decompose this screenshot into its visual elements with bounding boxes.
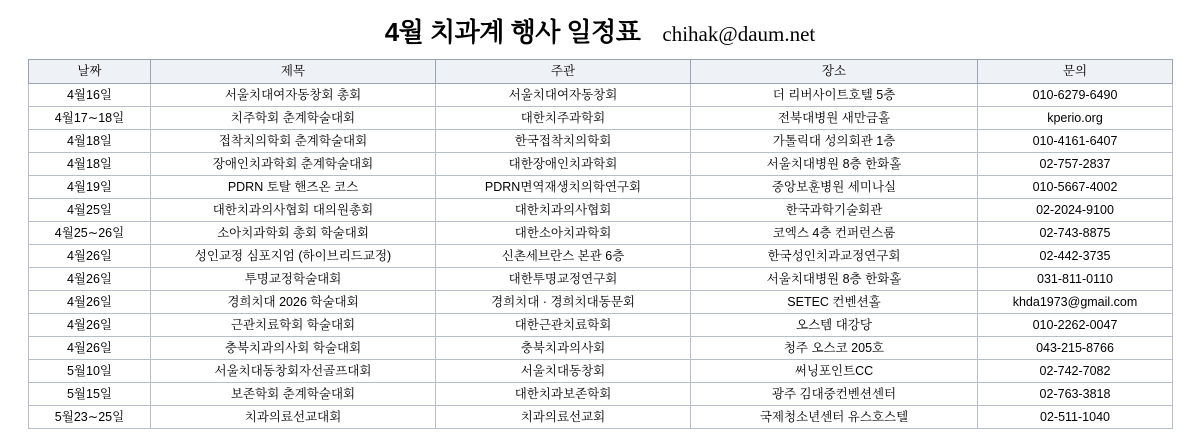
table-row [29, 130, 1173, 153]
cell-date: 4월26일 [29, 291, 151, 314]
cell-inquiry: 043-215-8766 [978, 337, 1173, 360]
cell-place: 가톨릭대 성의회관 1층 [691, 130, 978, 153]
cell-date: 4월26일 [29, 337, 151, 360]
cell-host: PDRN면역재생치의학연구회 [436, 176, 691, 199]
cell-date: 4월18일 [29, 130, 151, 153]
cell-host: 대한치주과학회 [436, 107, 691, 130]
cell-place: 써닝포인트CC [691, 360, 978, 383]
cell-inquiry: 02-757-2837 [978, 153, 1173, 176]
cell-title: 보존학회 춘계학술대회 [151, 383, 436, 406]
cell-host: 서울치대동창회 [436, 360, 691, 383]
table-row [29, 291, 1173, 314]
cell-place: 중앙보훈병원 세미나실 [691, 176, 978, 199]
cell-place: 코엑스 4층 컨퍼런스룸 [691, 222, 978, 245]
table-row [29, 406, 1173, 429]
cell-host: 신촌세브란스 본관 6층 [436, 245, 691, 268]
table-row [29, 153, 1173, 176]
table-row [29, 337, 1173, 360]
cell-inquiry: kperio.org [978, 107, 1173, 130]
column-header-host: 주관 [436, 60, 691, 84]
cell-inquiry: 010-6279-6490 [978, 84, 1173, 107]
cell-inquiry: 02-442-3735 [978, 245, 1173, 268]
cell-host: 대한장애인치과학회 [436, 153, 691, 176]
cell-host: 대한소아치과학회 [436, 222, 691, 245]
cell-place: 더 리버사이트호텔 5층 [691, 84, 978, 107]
cell-inquiry: 02-743-8875 [978, 222, 1173, 245]
column-header-place: 장소 [691, 60, 978, 84]
cell-host: 대한치과의사협회 [436, 199, 691, 222]
table-row [29, 222, 1173, 245]
page-header [0, 0, 1200, 59]
cell-title: 서울치대여자동창회 총회 [151, 84, 436, 107]
cell-date: 4월18일 [29, 153, 151, 176]
cell-place: SETEC 컨벤션홀 [691, 291, 978, 314]
cell-place: 오스템 대강당 [691, 314, 978, 337]
cell-title: 치주학회 춘계학술대회 [151, 107, 436, 130]
schedule-table [28, 59, 1173, 429]
page-title: 4월 치과계 행사 일정표 [384, 17, 641, 47]
cell-host: 서울치대여자동창회 [436, 84, 691, 107]
cell-date: 5월15일 [29, 383, 151, 406]
cell-inquiry: 02-2024-9100 [978, 199, 1173, 222]
table-row [29, 360, 1173, 383]
cell-date: 4월25∼26일 [29, 222, 151, 245]
cell-host: 한국접착치의학회 [436, 130, 691, 153]
cell-host: 대한치과보존학회 [436, 383, 691, 406]
table-row [29, 60, 1173, 84]
cell-date: 4월26일 [29, 268, 151, 291]
cell-title: PDRN 토탈 핸즈온 코스 [151, 176, 436, 199]
cell-title: 접착치의학회 춘계학술대회 [151, 130, 436, 153]
column-header-date: 날짜 [29, 60, 151, 84]
cell-inquiry: 010-2262-0047 [978, 314, 1173, 337]
cell-host: 대한근관치료학회 [436, 314, 691, 337]
cell-host: 경희치대 · 경희치대동문회 [436, 291, 691, 314]
cell-place: 국제청소년센터 유스호스텔 [691, 406, 978, 429]
cell-date: 4월26일 [29, 245, 151, 268]
table-row [29, 245, 1173, 268]
cell-host: 대한투명교정연구회 [436, 268, 691, 291]
cell-inquiry: 010-5667-4002 [978, 176, 1173, 199]
table-header-row [29, 60, 1173, 84]
contact-email: chihak@daum.net [662, 22, 816, 46]
cell-title: 치과의료선교대회 [151, 406, 436, 429]
table-row [29, 383, 1173, 406]
column-header-title: 제목 [151, 60, 436, 84]
cell-title: 소아치과학회 총회 학술대회 [151, 222, 436, 245]
table-body [29, 84, 1173, 429]
cell-date: 4월25일 [29, 199, 151, 222]
cell-date: 4월17∼18일 [29, 107, 151, 130]
cell-place: 전북대병원 새만금홀 [691, 107, 978, 130]
cell-title: 경희치대 2026 학술대회 [151, 291, 436, 314]
cell-title: 성인교정 심포지엄 (하이브리드교정) [151, 245, 436, 268]
cell-place: 서울치대병원 8층 한화홀 [691, 268, 978, 291]
cell-inquiry: 02-742-7082 [978, 360, 1173, 383]
cell-place: 한국성인치과교정연구회 [691, 245, 978, 268]
cell-host: 충북치과의사회 [436, 337, 691, 360]
cell-title: 근관치료학회 학술대회 [151, 314, 436, 337]
cell-inquiry: 031-811-0110 [978, 268, 1173, 291]
cell-title: 서울치대동창회자선골프대회 [151, 360, 436, 383]
cell-date: 5월10일 [29, 360, 151, 383]
cell-date: 5월23∼25일 [29, 406, 151, 429]
schedule-table-container [0, 59, 1200, 429]
cell-title: 장애인치과학회 춘계학술대회 [151, 153, 436, 176]
table-row [29, 84, 1173, 107]
cell-inquiry: 02-511-1040 [978, 406, 1173, 429]
table-row [29, 176, 1173, 199]
cell-date: 4월16일 [29, 84, 151, 107]
cell-inquiry: 02-763-3818 [978, 383, 1173, 406]
cell-date: 4월19일 [29, 176, 151, 199]
cell-inquiry: khda1973@gmail.com [978, 291, 1173, 314]
cell-title: 충북치과의사회 학술대회 [151, 337, 436, 360]
column-header-inquiry: 문의 [978, 60, 1173, 84]
cell-place: 한국과학기술회관 [691, 199, 978, 222]
cell-title: 대한치과의사협회 대의원총회 [151, 199, 436, 222]
cell-place: 광주 김대중컨벤션센터 [691, 383, 978, 406]
table-row [29, 314, 1173, 337]
cell-inquiry: 010-4161-6407 [978, 130, 1173, 153]
table-row [29, 107, 1173, 130]
table-row [29, 268, 1173, 291]
cell-host: 치과의료선교회 [436, 406, 691, 429]
cell-title: 투명교정학술대회 [151, 268, 436, 291]
table-row [29, 199, 1173, 222]
cell-place: 청주 오스코 205호 [691, 337, 978, 360]
cell-date: 4월26일 [29, 314, 151, 337]
cell-place: 서울치대병원 8층 한화홀 [691, 153, 978, 176]
